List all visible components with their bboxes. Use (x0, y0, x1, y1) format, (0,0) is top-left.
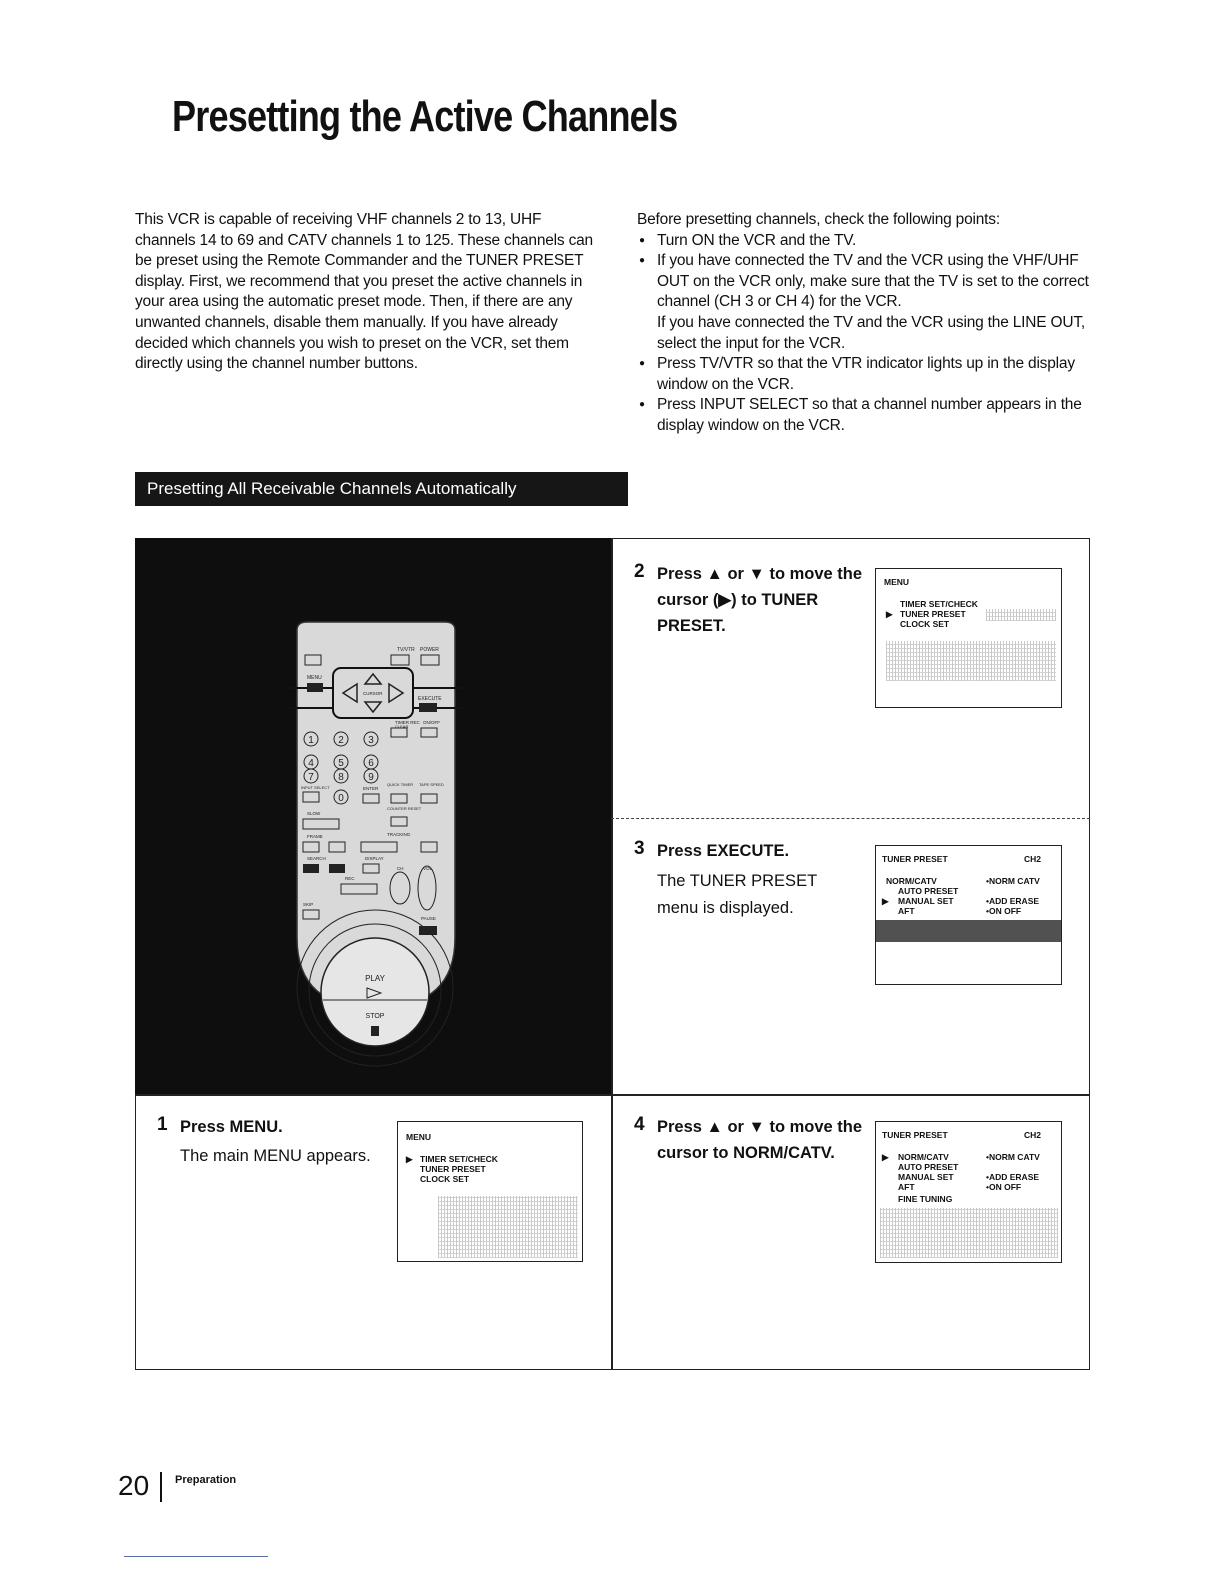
checklist-item: ● If you have connected the TV and the VCR using the VHF/UHF OUT on the VCR only, make sure that the TV is set to the correct channel (CH 3 or CH 4) for the VCR. (637, 251, 1097, 313)
section-name: Preparation (175, 1474, 237, 1486)
remote-commander-illustration (135, 538, 612, 1094)
section-banner: Presetting All Receivable Channels Automatically (135, 472, 628, 506)
svg-text:ON/OFF: ON/OFF (423, 720, 440, 725)
footer-divider (160, 1472, 162, 1502)
checklist (637, 210, 1097, 437)
menu-label: MENU (307, 675, 322, 681)
tuner-preset-screen-step4: TUNER PRESET CH2 ▶ NORM/CATV •NORM CATV AUTO PRESET MANUAL SET •ADD ERASE AFT •ON OFF FINE TUNING (875, 1121, 1062, 1263)
svg-text:FRAME: FRAME (307, 834, 323, 839)
svg-text:COUNTER RESET: COUNTER RESET (387, 806, 422, 811)
svg-text:CLEAR: CLEAR (395, 724, 409, 729)
cursor-label: CURSOR (363, 691, 383, 696)
play-label: PLAY (365, 974, 385, 983)
execute-label: EXECUTE (418, 696, 442, 702)
svg-text:2: 2 (338, 735, 344, 746)
svg-text:DISPLAY: DISPLAY (365, 856, 384, 861)
checklist-heading: Before presetting channels, check the following points: (637, 211, 1000, 228)
checklist-item: ● Turn ON the VCR and the TV. (637, 231, 1097, 252)
svg-text:REC: REC (345, 876, 355, 881)
checklist-item: ● Press INPUT SELECT so that a channel number appears in the display window on the VCR. (637, 395, 1097, 436)
remote-illustration-panel (135, 538, 612, 1094)
tuner-preset-screen-step3: TUNER PRESET CH2 NORM/CATV •NORM CATV AUTO PRESET ▶ MANUAL SET •ADD ERASE AFT •ON OFF (875, 845, 1062, 985)
svg-text:1: 1 (308, 735, 314, 746)
svg-text:9: 9 (368, 772, 374, 783)
stop-label: STOP (365, 1013, 385, 1020)
svg-text:SKIP: SKIP (303, 902, 314, 907)
grid-divider (135, 1094, 1090, 1096)
svg-text:TRACKING: TRACKING (387, 832, 411, 837)
grid-divider (611, 818, 1090, 820)
svg-text:TAPE SPEED: TAPE SPEED (419, 782, 444, 787)
svg-text:INPUT SELECT: INPUT SELECT (301, 785, 330, 790)
svg-text:VOL: VOL (423, 866, 433, 871)
power-label: POWER (420, 647, 439, 653)
footer-rule (124, 1556, 268, 1557)
checklist-item: ● Press TV/VTR so that the VTR indicator lights up in the display window on the VCR. (637, 354, 1097, 395)
svg-text:TIMER REC: TIMER REC (395, 720, 420, 725)
svg-text:SLOW: SLOW (307, 811, 321, 816)
menu-screen-step2: MENU TIMER SET/CHECK ▶ TUNER PRESET CLOCK SET (875, 568, 1062, 708)
svg-text:SEARCH: SEARCH (307, 856, 326, 861)
checklist-note: If you have connected the TV and the VCR using the LINE OUT, select the input for the VCR. (657, 313, 1085, 352)
svg-text:5: 5 (338, 758, 344, 769)
svg-text:6: 6 (368, 758, 374, 769)
menu-screen-step1: MENU ▶ TIMER SET/CHECK TUNER PRESET CLOCK SET (397, 1121, 583, 1262)
svg-text:PAUSE: PAUSE (421, 916, 436, 921)
intro-paragraph: This VCR is capable of receiving VHF channels 2 to 13, UHF channels 14 to 69 and CATV channels 1 to 125. These channels can be preset using the Remote Commander and the TUNER PRESET display. First, we recommend that you preset the active channels in your area using the automatic preset mode. Then, if there are any unwanted channels, disable them manually. If you have already decided which channels you wish to preset on the VCR, set them directly using the channel number buttons. (135, 211, 593, 373)
tv-vtr-label: TV/VTR (397, 647, 415, 653)
svg-text:4: 4 (308, 758, 314, 769)
svg-text:0: 0 (338, 793, 344, 804)
svg-text:3: 3 (368, 735, 374, 746)
grid-divider (611, 538, 613, 1370)
page-number: 20 (118, 1470, 150, 1501)
svg-text:ENTER: ENTER (363, 786, 379, 791)
svg-text:QUICK TIMER: QUICK TIMER (387, 782, 414, 787)
svg-text:8: 8 (338, 772, 344, 783)
svg-text:CH: CH (397, 866, 404, 871)
svg-text:7: 7 (308, 772, 314, 783)
page-title: Presetting the Active Channels (172, 92, 678, 141)
